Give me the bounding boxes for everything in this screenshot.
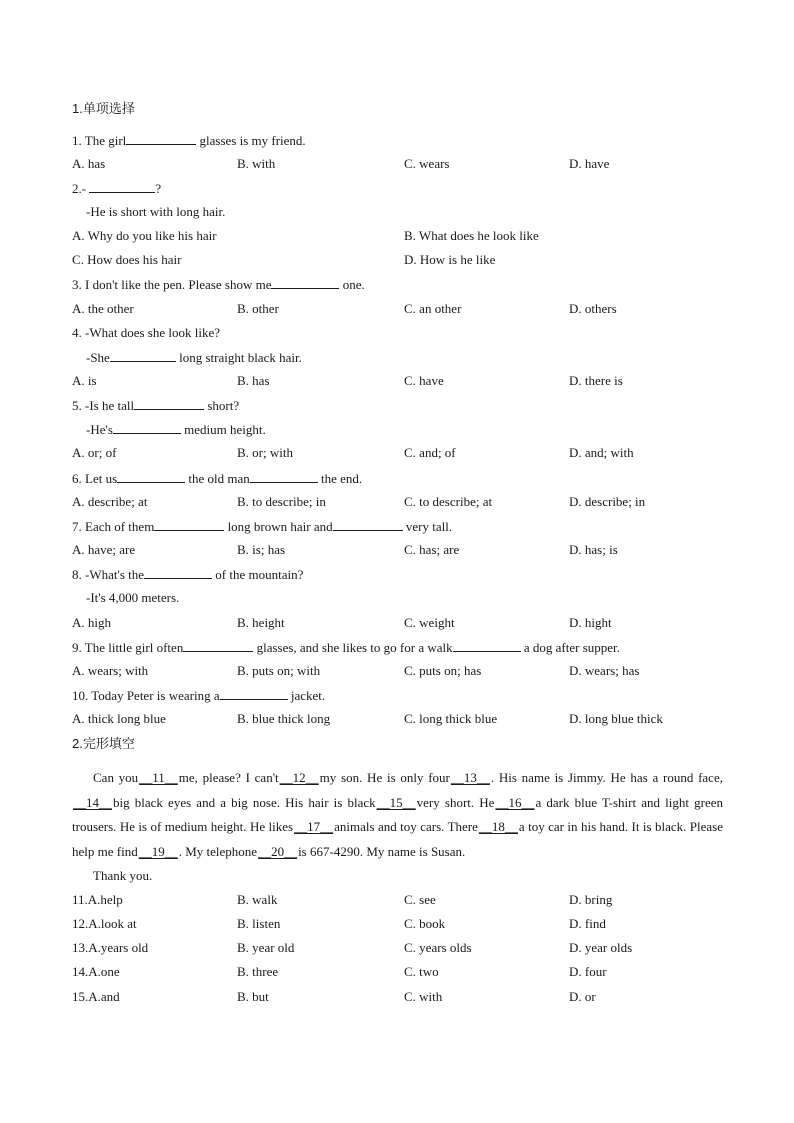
option: C. weight: [404, 615, 455, 630]
option: A. thick long blue: [72, 711, 166, 726]
option: C. has; are: [404, 542, 460, 557]
question-3: 3. I don't like the pen. Please show me one.: [72, 277, 365, 292]
option: 13.A.years old: [72, 940, 149, 955]
gap-15: __15__: [376, 794, 416, 810]
question-1: 1. The girl glasses is my friend.: [72, 133, 306, 148]
option: B. blue thick long: [237, 711, 331, 726]
option: D. has; is: [569, 542, 618, 557]
option: A. Why do you like his hair: [72, 228, 217, 243]
option: D. find: [569, 916, 606, 931]
question-7: 7. Each of them long brown hair and very tall.: [72, 519, 453, 534]
option: C. wears: [404, 156, 450, 171]
option: B. other: [237, 301, 279, 316]
option: 12.A.look at: [72, 916, 137, 931]
option: C. with: [404, 989, 443, 1004]
option: A. the other: [72, 301, 134, 316]
option: C. How does his hair: [72, 252, 182, 267]
option: D. have: [569, 156, 610, 171]
option: B. walk: [237, 892, 278, 907]
option: B. year old: [237, 940, 295, 955]
option: D. long blue thick: [569, 711, 663, 726]
option: D. How is he like: [404, 252, 496, 267]
question-4: 4. -What does she look like?: [72, 325, 221, 340]
option: D. others: [569, 301, 617, 316]
gap-20: __20__: [258, 843, 298, 859]
cloze-thanks: Thank you.: [93, 868, 153, 883]
option: A. high: [72, 615, 111, 630]
option: D. four: [569, 964, 607, 979]
option: C. years olds: [404, 940, 472, 955]
option: C. see: [404, 892, 436, 907]
question-10: 10. Today Peter is wearing a jacket.: [72, 688, 326, 703]
cloze-passage: Can you__11__me, please? I can't__12__my son. He is only four__13__. His name is Jimmy. He has a round face,__14__big black eyes and a big nose. His hair is black__15__very short. He__16__a dark blue T-shirt and light green trousers. He is of medium height. He likes__17__animals and toy cars. There__18__a toy car in his hand. It is black. Please help me find__19__. My telephone__20__is 667-4290. My name is Susan.: [72, 766, 723, 864]
section-title-cloze: 2.完形填空: [72, 736, 135, 751]
question-9: 9. The little girl often glasses, and she likes to go for a walk a dog after supper.: [72, 640, 620, 655]
gap-14: __14__: [73, 794, 112, 810]
option: A. wears; with: [72, 663, 149, 678]
gap-16: __16__: [495, 794, 535, 810]
option: C. two: [404, 964, 439, 979]
option: D. describe; in: [569, 494, 646, 509]
gap-12: __12__: [279, 770, 319, 785]
option: D. there is: [569, 373, 623, 388]
option: B. What does he look like: [404, 228, 539, 243]
option: C. to describe; at: [404, 494, 493, 509]
option: B. puts on; with: [237, 663, 321, 678]
option: 14.A.one: [72, 964, 120, 979]
question-6: 6. Let us the old man the end.: [72, 471, 363, 486]
option: A. is: [72, 373, 97, 388]
option: D. and; with: [569, 445, 634, 460]
option: B. has: [237, 373, 270, 388]
option: C. puts on; has: [404, 663, 482, 678]
question-5-answer-line: -He's medium height.: [86, 422, 266, 437]
gap-19: __19__: [138, 843, 178, 859]
option: D. bring: [569, 892, 613, 907]
question-4-answer-line: -She long straight black hair.: [86, 350, 302, 365]
option: C. have: [404, 373, 444, 388]
option: B. or; with: [237, 445, 293, 460]
option: A. has: [72, 156, 106, 171]
option: D. or: [569, 989, 596, 1004]
option: 15.A.and: [72, 989, 120, 1004]
option: B. with: [237, 156, 276, 171]
option: A. or; of: [72, 445, 117, 460]
option: B. but: [237, 989, 269, 1004]
option: C. book: [404, 916, 446, 931]
option: C. an other: [404, 301, 462, 316]
option: 11.A.help: [72, 892, 123, 907]
question-8-answer-line: -It's 4,000 meters.: [86, 590, 180, 605]
option: A. have; are: [72, 542, 136, 557]
option: D. hight: [569, 615, 612, 630]
option: B. height: [237, 615, 285, 630]
question-2-answer-line: -He is short with long hair.: [86, 204, 226, 219]
question-8: 8. -What's the of the mountain?: [72, 567, 304, 582]
question-2: 2.- ?: [72, 181, 162, 196]
gap-18: __18__: [478, 819, 518, 834]
gap-17: __17__: [294, 819, 334, 834]
option: B. to describe; in: [237, 494, 326, 509]
option: D. year olds: [569, 940, 633, 955]
option: B. three: [237, 964, 279, 979]
gap-11: __11__: [139, 770, 178, 785]
option: C. long thick blue: [404, 711, 498, 726]
question-5: 5. -Is he tall short?: [72, 398, 240, 413]
option: B. listen: [237, 916, 281, 931]
option: B. is; has: [237, 542, 286, 557]
option: A. describe; at: [72, 494, 148, 509]
option: D. wears; has: [569, 663, 640, 678]
gap-13: __13__: [450, 770, 490, 785]
section-title-single-choice: 1.单项选择: [72, 101, 135, 116]
option: C. and; of: [404, 445, 456, 460]
